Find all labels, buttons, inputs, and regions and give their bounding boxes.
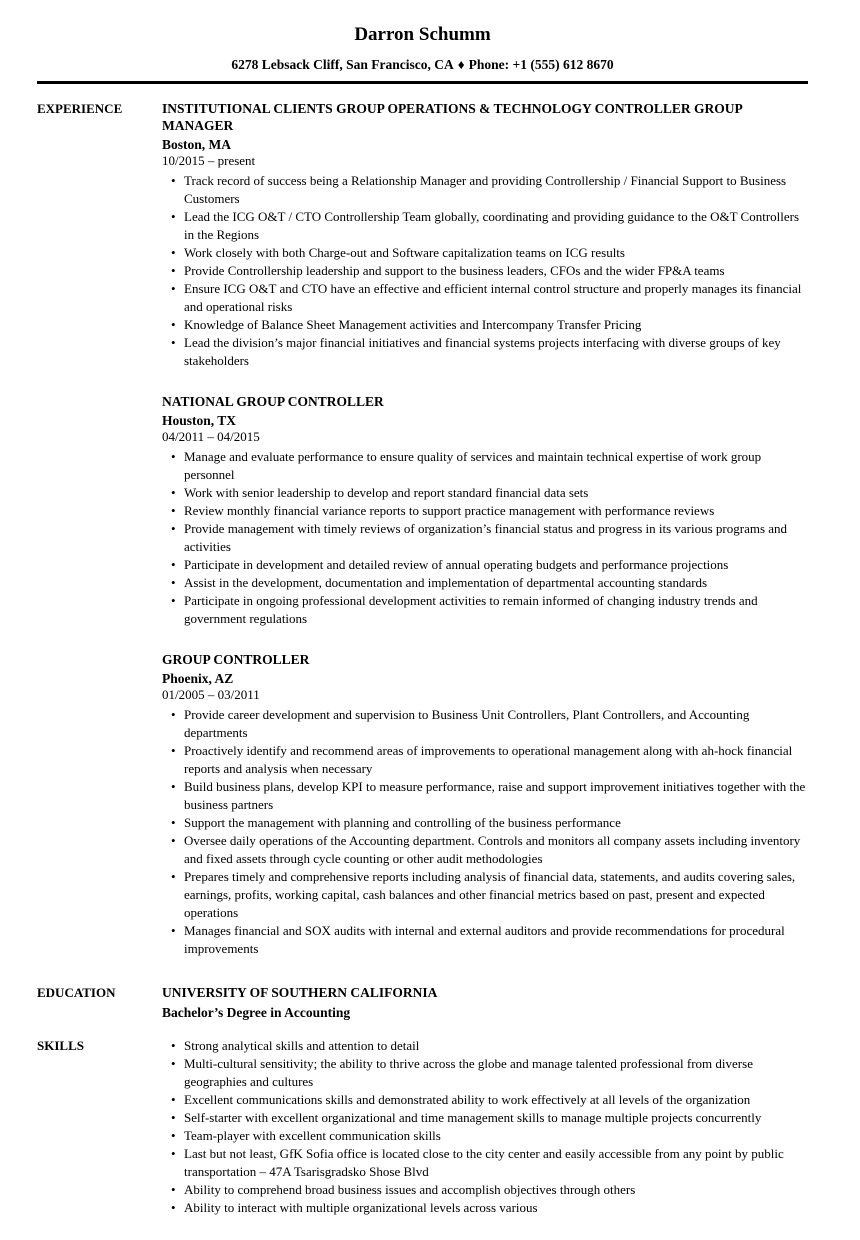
job-bullet-list	[162, 448, 808, 628]
job-location: Houston, TX	[162, 413, 237, 428]
bullet-item: • Participate in ongoing professional development activities to remain informed of changing industry trends and government regulations	[162, 592, 808, 628]
bullet-item: • Work closely with both Charge-out and Software capitalization teams on ICG results	[162, 244, 808, 262]
bullet-item: • Work with senior leadership to develop and report standard financial data sets	[162, 484, 808, 502]
resume-header	[37, 24, 808, 73]
section-label-experience: EXPERIENCE	[37, 101, 123, 116]
job-bullet-list	[162, 172, 808, 370]
bullet-item: • Manage and evaluate performance to ensure quality of services and maintain technical expertise of work group personnel	[162, 448, 808, 484]
section-experience	[37, 100, 808, 958]
bullet-item: • Proactively identify and recommend areas of improvements to operational management along with ah-hock financial reports and analysis when necessary	[162, 742, 808, 778]
bullet-item: • Knowledge of Balance Sheet Management activities and Intercompany Transfer Pricing	[162, 316, 808, 334]
bullet-item: • Self-starter with excellent organizational and time management skills to manage multiple projects concurrently	[162, 1109, 808, 1127]
bullet-item: • Ensure ICG O&T and CTO have an effective and efficient internal control structure and properly manages its financial and operational risks	[162, 280, 808, 316]
job-dates: 01/2005 – 03/2011	[162, 687, 260, 702]
section-education	[37, 984, 808, 1021]
bullet-item: • Assist in the development, documentation and implementation of departmental accounting standards	[162, 574, 808, 592]
skills-content	[162, 1037, 808, 1217]
bullet-item: • Review monthly financial variance reports to support practice management with performance reviews	[162, 502, 808, 520]
experience-content	[162, 100, 808, 958]
job-entry-2	[162, 393, 808, 628]
bullet-item: • Build business plans, develop KPI to measure performance, raise and support improvement initiatives together with the business partners	[162, 778, 808, 814]
job-location: Phoenix, AZ	[162, 671, 234, 686]
bullet-item: • Participate in development and detailed review of annual operating budgets and performance projections	[162, 556, 808, 574]
job-entry-1	[162, 100, 808, 370]
bullet-item: • Lead the ICG O&T / CTO Controllership Team globally, coordinating and providing guidance to the O&T Controllers in the Regions	[162, 208, 808, 244]
bullet-item: • Track record of success being a Relationship Manager and providing Controllership / Financial Support to Business Customers	[162, 172, 808, 208]
job-entry-3	[162, 651, 808, 958]
bullet-item: • Manages financial and SOX audits with internal and external auditors and provide recommendations for procedural improvements	[162, 922, 808, 958]
bullet-item: • Strong analytical skills and attention to detail	[162, 1037, 808, 1055]
school-name: UNIVERSITY OF SOUTHERN CALIFORNIA	[162, 985, 438, 1000]
bullet-item: • Ability to comprehend broad business issues and accomplish objectives through others	[162, 1181, 808, 1199]
candidate-name: Darron Schumm	[354, 24, 491, 45]
bullet-item: • Support the management with planning and controlling of the business performance	[162, 814, 808, 832]
header-divider	[37, 81, 808, 84]
bullet-item: • Oversee daily operations of the Accounting department. Controls and monitors all company assets including inventory and fixed assets through cycle counting or other audit methodologies	[162, 832, 808, 868]
diamond-separator-icon: ♦	[457, 57, 465, 72]
degree: Bachelor’s Degree in Accounting	[162, 1005, 351, 1020]
job-dates: 10/2015 – present	[162, 153, 256, 168]
bullet-item: • Lead the division’s major financial initiatives and financial systems projects interfacing with diverse groups of key stakeholders	[162, 334, 808, 370]
bullet-item: • Team-player with excellent communication skills	[162, 1127, 808, 1145]
bullet-item: • Provide career development and supervision to Business Unit Controllers, Plant Controllers, and Accounting departments	[162, 706, 808, 742]
bullet-item: • Excellent communications skills and demonstrated ability to work effectively at all levels of the organization	[162, 1091, 808, 1109]
bullet-item: • Prepares timely and comprehensive reports including analysis of financial data, statements, and audits covering sales, earnings, profits, working capital, cash balances and other financial metrics based on past, present and expected operations	[162, 868, 808, 922]
bullet-item: • Provide Controllership leadership and support to the business leaders, CFOs and the wider FP&A teams	[162, 262, 808, 280]
section-skills	[37, 1037, 808, 1217]
skills-bullet-list	[162, 1037, 808, 1217]
education-content	[162, 984, 808, 1021]
job-location: Boston, MA	[162, 137, 232, 152]
section-label-education: EDUCATION	[37, 985, 116, 1000]
contact-line	[37, 57, 808, 73]
bullet-item: • Provide management with timely reviews of organization’s financial status and progress in its various programs and activities	[162, 520, 808, 556]
bullet-item: • Multi-cultural sensitivity; the ability to thrive across the globe and manage talented professional from diverse geographies and cultures	[162, 1055, 808, 1091]
job-bullet-list	[162, 706, 808, 958]
bullet-item: • Last but not least, GfK Sofia office is located close to the city center and easily accessible from any point by public transportation – 47A Tsarisgradsko Shose Blvd	[162, 1145, 808, 1181]
section-label-skills: SKILLS	[37, 1038, 84, 1053]
job-title: INSTITUTIONAL CLIENTS GROUP OPERATIONS & TECHNOLOGY CONTROLLER GROUP MANAGER	[162, 101, 742, 133]
job-title: NATIONAL GROUP CONTROLLER	[162, 394, 384, 409]
contact-phone: Phone: +1 (555) 612 8670	[468, 57, 614, 72]
job-dates: 04/2011 – 04/2015	[162, 429, 260, 444]
contact-address: 6278 Lebsack Cliff, San Francisco, CA	[231, 57, 454, 72]
bullet-item: • Ability to interact with multiple organizational levels across various	[162, 1199, 808, 1217]
job-title: GROUP CONTROLLER	[162, 652, 310, 667]
